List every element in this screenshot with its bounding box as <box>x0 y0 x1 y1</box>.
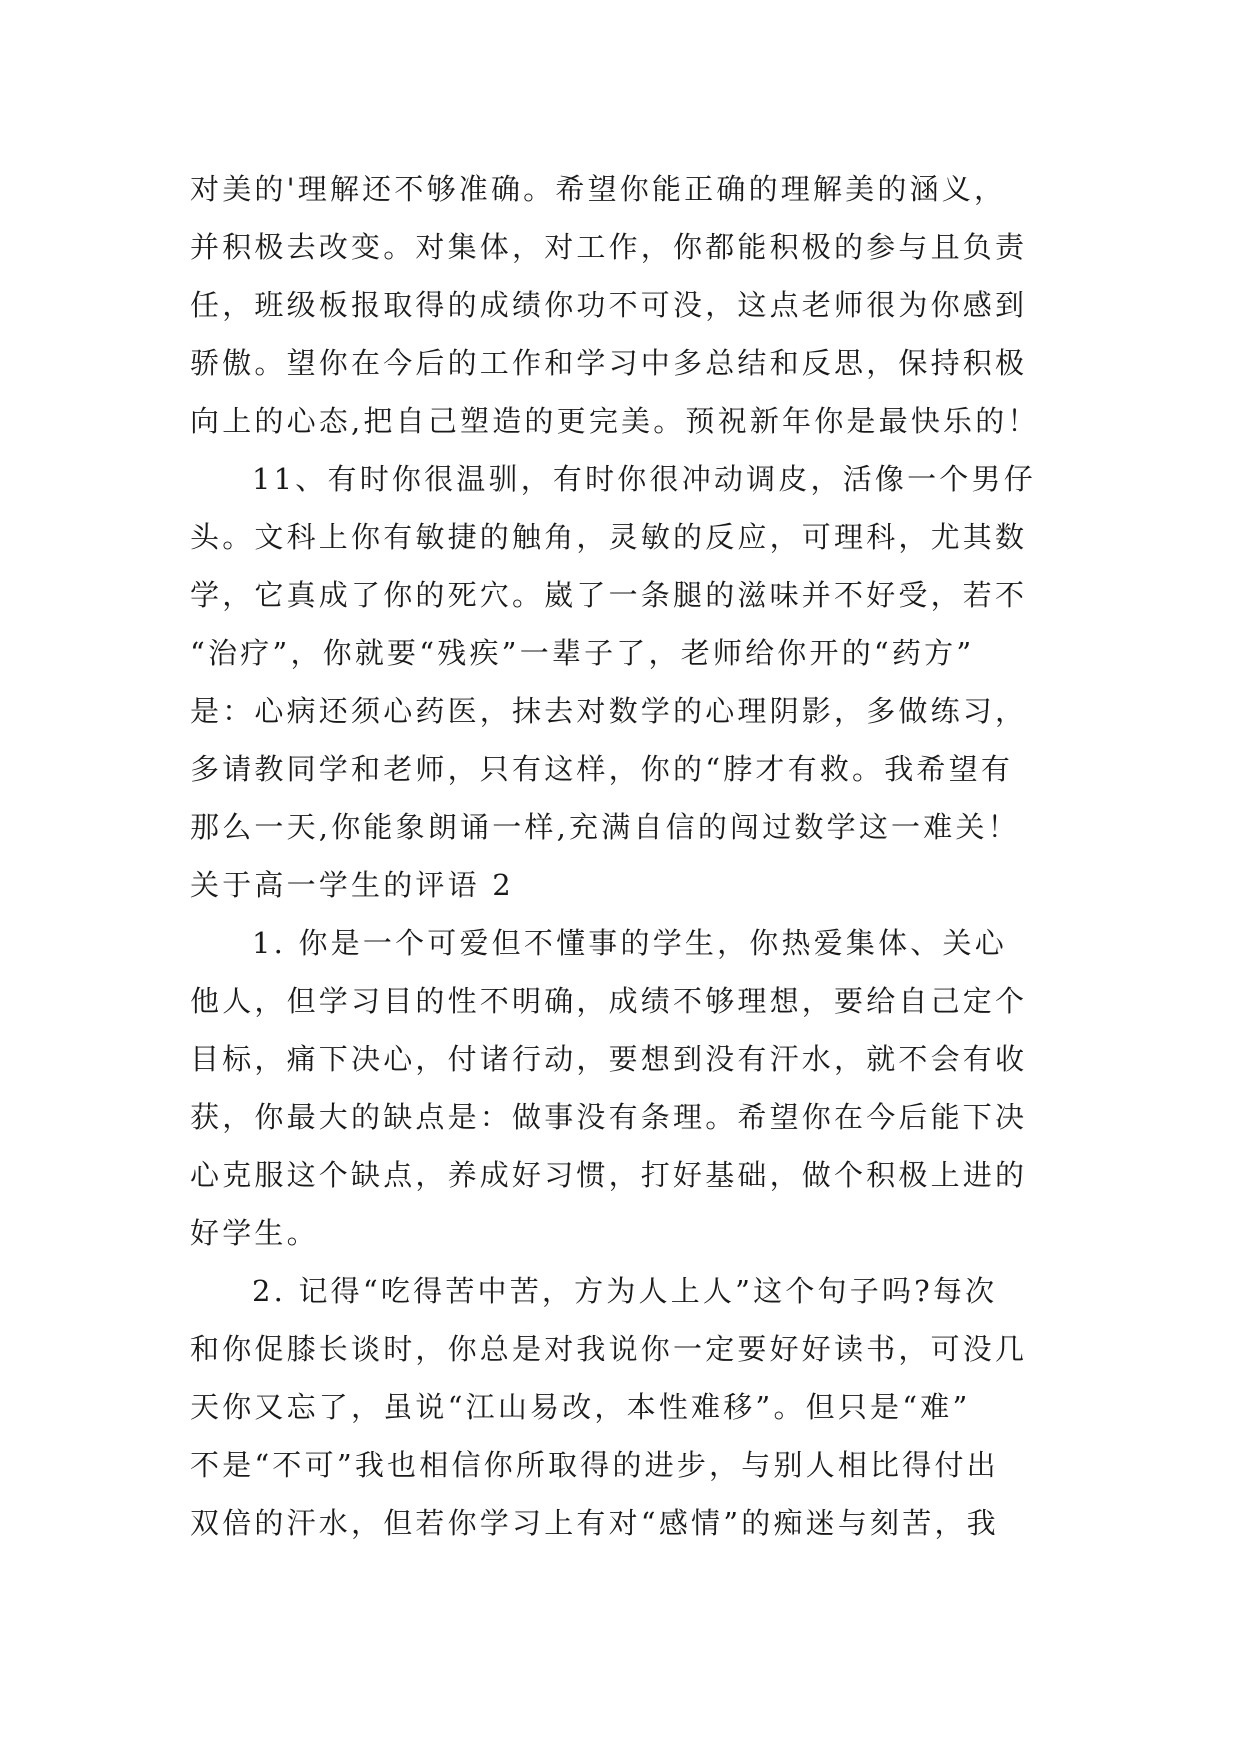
text-line: 头。文科上你有敏捷的触角，灵敏的反应，可理科，尤其数 <box>190 520 1028 554</box>
text-line: 任，班级板报取得的成绩你功不可没，这点老师很为你感到 <box>190 288 1028 322</box>
section-heading: 关于高一学生的评语 2 <box>190 868 514 902</box>
text-line: 学，它真成了你的死穴。崴了一条腿的滋味并不好受，若不 <box>190 578 1028 612</box>
text-line: 多请教同学和老师，只有这样，你的“脖才有救。我希望有 <box>190 752 1014 786</box>
text-line: 并积极去改变。对集体，对工作，你都能积极的参与且负责 <box>190 230 1028 264</box>
document-body <box>190 160 1070 1552</box>
text-line: “治疗”，你就要“残疾”一辈子了，老师给你开的“药方” <box>190 636 975 670</box>
text-line: 目标，痛下决心，付诸行动，要想到没有汗水，就不会有收 <box>190 1042 1028 1076</box>
text-line: 向上的心态,把自己塑造的更完美。预祝新年你是最快乐的！ <box>190 404 1040 438</box>
text-line: 心克服这个缺点，养成好习惯，打好基础，做个积极上进的 <box>190 1158 1028 1192</box>
text-line: 1. 你是一个可爱但不懂事的学生，你热爱集体、关心 <box>252 926 1007 960</box>
text-line: 他人，但学习目的性不明确，成绩不够理想，要给自己定个 <box>190 984 1028 1018</box>
text-line: 好学生。 <box>190 1216 319 1250</box>
text-line: 那么一天,你能象朗诵一样,充满自信的闯过数学这一难关！ <box>190 810 1020 844</box>
text-line: 双倍的汗水，但若你学习上有对“感情”的痴迷与刻苦，我 <box>190 1506 999 1540</box>
text-line: 对美的'理解还不够准确。希望你能正确的理解美的涵义， <box>190 172 1007 206</box>
text-line: 2. 记得“吃得苦中苦，方为人上人”这个句子吗?每次 <box>252 1274 998 1308</box>
text-line: 是：心病还须心药医，抹去对数学的心理阴影，多做练习， <box>190 694 1028 728</box>
text-line: 获，你最大的缺点是：做事没有条理。希望你在今后能下决 <box>190 1100 1028 1134</box>
text-line: 天你又忘了，虽说“江山易改，本性难移”。但只是“难” <box>190 1390 971 1424</box>
text-line: 骄傲。望你在今后的工作和学习中多总结和反思，保持积极 <box>190 346 1028 380</box>
text-line: 不是“不可”我也相信你所取得的进步，与别人相比得付出 <box>190 1448 999 1482</box>
text-line: 和你促膝长谈时，你总是对我说你一定要好好读书，可没几 <box>190 1332 1028 1366</box>
text-line: 11、有时你很温驯，有时你很冲动调皮，活像一个男仔 <box>252 462 1036 496</box>
